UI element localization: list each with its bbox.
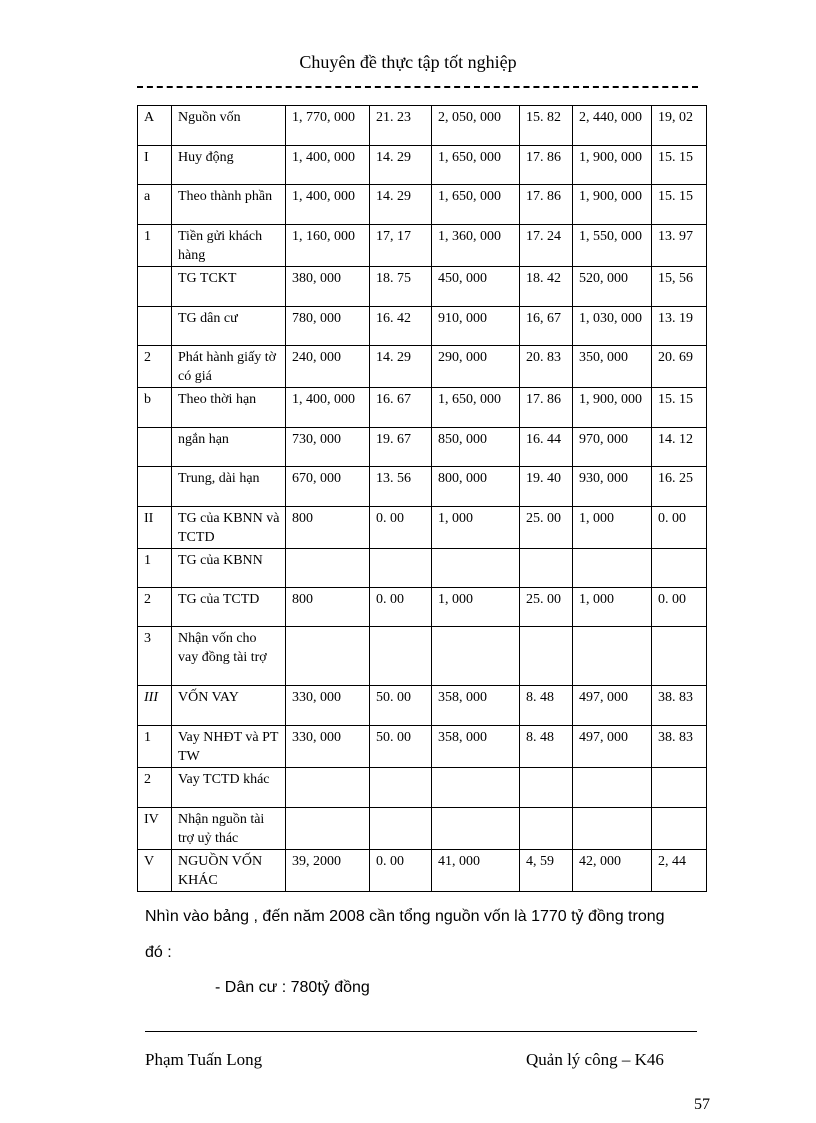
table-cell: 20. 69 <box>652 346 707 388</box>
table-row <box>138 307 707 346</box>
table-cell: 15, 56 <box>652 267 707 307</box>
table-cell: 19, 02 <box>652 106 707 146</box>
table-cell: 16. 67 <box>370 388 432 428</box>
table-cell: 50. 00 <box>370 686 432 726</box>
table-cell: 1, 030, 000 <box>573 307 652 346</box>
table-row <box>138 106 707 146</box>
table-cell: 800 <box>286 588 370 627</box>
table-cell: II <box>138 507 172 549</box>
table-cell: 14. 29 <box>370 146 432 185</box>
table-cell: 16. 42 <box>370 307 432 346</box>
table-cell: 1, 000 <box>432 588 520 627</box>
table-cell: III <box>138 686 172 726</box>
table-cell: 330, 000 <box>286 686 370 726</box>
table-cell: 17. 86 <box>520 388 573 428</box>
table-cell: TG của KBNN và TCTD <box>172 507 286 549</box>
table-cell: 8. 48 <box>520 686 573 726</box>
table-row <box>138 267 707 307</box>
table-cell: 17. 86 <box>520 146 573 185</box>
table-cell: 16. 44 <box>520 428 573 467</box>
table-row <box>138 185 707 225</box>
table-cell: 0. 00 <box>370 507 432 549</box>
table-cell: Tiền gửi khách hàng <box>172 225 286 267</box>
table-cell: 800, 000 <box>432 467 520 507</box>
table-cell: 0. 00 <box>370 850 432 892</box>
page-header-title: Chuyên đề thực tập tốt nghiệp <box>299 52 517 72</box>
table-cell: NGUỒN VỐN KHÁC <box>172 850 286 892</box>
table-cell: 25. 00 <box>520 588 573 627</box>
table-cell: 910, 000 <box>432 307 520 346</box>
table-cell <box>652 627 707 686</box>
table-cell: 1 <box>138 225 172 267</box>
table-row <box>138 808 707 850</box>
table-row <box>138 346 707 388</box>
table-cell: 16, 67 <box>520 307 573 346</box>
table-cell: Vay NHĐT và PT TW <box>172 726 286 768</box>
table-cell: A <box>138 106 172 146</box>
table-cell: 50. 00 <box>370 726 432 768</box>
footer-author: Phạm Tuấn Long <box>145 1050 263 1069</box>
page-number: 57 <box>694 1096 710 1113</box>
table-cell: ngắn hạn <box>172 428 286 467</box>
table-cell <box>138 307 172 346</box>
table-cell <box>573 549 652 588</box>
table-cell: TG của TCTD <box>172 588 286 627</box>
table-cell: 3 <box>138 627 172 686</box>
table-cell: 14. 29 <box>370 185 432 225</box>
table-cell: 290, 000 <box>432 346 520 388</box>
table-cell <box>138 467 172 507</box>
table-cell: 2, 44 <box>652 850 707 892</box>
table-cell: 1, 160, 000 <box>286 225 370 267</box>
table-cell <box>520 768 573 808</box>
table-cell: TG dân cư <box>172 307 286 346</box>
table-cell: V <box>138 850 172 892</box>
table-cell <box>520 627 573 686</box>
body-paragraph-continued: đó : <box>145 944 172 961</box>
table-cell: 0. 00 <box>370 588 432 627</box>
table-cell <box>370 549 432 588</box>
table-cell <box>432 627 520 686</box>
table-cell: IV <box>138 808 172 850</box>
table-cell: a <box>138 185 172 225</box>
table-row <box>138 507 707 549</box>
table-cell <box>286 627 370 686</box>
table-cell: 2 <box>138 346 172 388</box>
table-row <box>138 768 707 808</box>
table-cell: 0. 00 <box>652 507 707 549</box>
table-cell: Huy động <box>172 146 286 185</box>
bullet-item: - Dân cư : 780tỷ đồng <box>215 979 370 996</box>
table-cell: 1, 000 <box>432 507 520 549</box>
table-cell: Phát hành giấy tờ có giá <box>172 346 286 388</box>
table-row <box>138 388 707 428</box>
table-cell: 14. 29 <box>370 346 432 388</box>
footer-divider <box>145 1031 697 1032</box>
table-cell <box>573 627 652 686</box>
table-cell: 1 <box>138 549 172 588</box>
table-cell: 1, 650, 000 <box>432 146 520 185</box>
table-cell: TG của KBNN <box>172 549 286 588</box>
table-cell: Theo thời hạn <box>172 388 286 428</box>
table-cell: 15. 15 <box>652 185 707 225</box>
table-cell: Nguồn vốn <box>172 106 286 146</box>
table-cell: 670, 000 <box>286 467 370 507</box>
table-cell: 730, 000 <box>286 428 370 467</box>
table-cell: 850, 000 <box>432 428 520 467</box>
table-cell <box>520 549 573 588</box>
table-cell <box>370 808 432 850</box>
table-cell: 15. 15 <box>652 388 707 428</box>
body-paragraph: Nhìn vào bảng , đến năm 2008 cần tổng nguồn vốn là 1770 tỷ đồng trong <box>145 908 665 925</box>
table-cell: 497, 000 <box>573 726 652 768</box>
table-cell: 14. 12 <box>652 428 707 467</box>
table-cell: 358, 000 <box>432 726 520 768</box>
table-cell <box>520 808 573 850</box>
table-cell: Trung, dài hạn <box>172 467 286 507</box>
table-cell: 1, 400, 000 <box>286 185 370 225</box>
table-cell: 8. 48 <box>520 726 573 768</box>
table-cell: Nhận vốn cho vay đồng tài trợ <box>172 627 286 686</box>
table-cell: 19. 67 <box>370 428 432 467</box>
table-cell: 1, 900, 000 <box>573 388 652 428</box>
table-cell: 1, 900, 000 <box>573 146 652 185</box>
table-cell: 2, 050, 000 <box>432 106 520 146</box>
table-cell: 17. 86 <box>520 185 573 225</box>
table-cell <box>370 768 432 808</box>
table-cell: 38. 83 <box>652 726 707 768</box>
table-cell: 19. 40 <box>520 467 573 507</box>
table-cell: 25. 00 <box>520 507 573 549</box>
table-cell: b <box>138 388 172 428</box>
table-cell <box>432 808 520 850</box>
table-row <box>138 428 707 467</box>
table-cell: 1, 770, 000 <box>286 106 370 146</box>
table-cell: 1, 550, 000 <box>573 225 652 267</box>
footer-class: Quản lý công – K46 <box>526 1050 664 1069</box>
table-cell: 520, 000 <box>573 267 652 307</box>
table-row <box>138 627 707 686</box>
table-cell <box>432 549 520 588</box>
table-cell: 1, 650, 000 <box>432 388 520 428</box>
table-cell: 2, 440, 000 <box>573 106 652 146</box>
table-cell: 15. 82 <box>520 106 573 146</box>
table-cell: I <box>138 146 172 185</box>
table-cell <box>573 768 652 808</box>
table-cell: 18. 42 <box>520 267 573 307</box>
table-cell: 970, 000 <box>573 428 652 467</box>
table-cell: 1, 900, 000 <box>573 185 652 225</box>
table-cell: 18. 75 <box>370 267 432 307</box>
table-cell: 380, 000 <box>286 267 370 307</box>
table-cell: 4, 59 <box>520 850 573 892</box>
table-cell: 2 <box>138 768 172 808</box>
table-cell <box>370 627 432 686</box>
table-cell: 42, 000 <box>573 850 652 892</box>
table-cell <box>652 808 707 850</box>
table-cell <box>286 808 370 850</box>
table-cell <box>432 768 520 808</box>
table-cell: 1, 400, 000 <box>286 388 370 428</box>
table-cell: 1, 650, 000 <box>432 185 520 225</box>
table-cell: 497, 000 <box>573 686 652 726</box>
table-cell: 1 <box>138 726 172 768</box>
table-row <box>138 146 707 185</box>
table-cell: Nhận nguồn tài trợ uỷ thác <box>172 808 286 850</box>
table-cell: VỐN VAY <box>172 686 286 726</box>
table-cell: 1, 360, 000 <box>432 225 520 267</box>
table-cell: 780, 000 <box>286 307 370 346</box>
table-cell: 16. 25 <box>652 467 707 507</box>
table-row <box>138 225 707 267</box>
table-cell: 39, 2000 <box>286 850 370 892</box>
table-row <box>138 686 707 726</box>
table-cell <box>652 768 707 808</box>
table-cell: 15. 15 <box>652 146 707 185</box>
table-cell: 240, 000 <box>286 346 370 388</box>
table-cell: 2 <box>138 588 172 627</box>
table-cell: 350, 000 <box>573 346 652 388</box>
table-cell: 13. 56 <box>370 467 432 507</box>
table-cell: 330, 000 <box>286 726 370 768</box>
table-cell: 21. 23 <box>370 106 432 146</box>
table-cell: 930, 000 <box>573 467 652 507</box>
table-cell: 17. 24 <box>520 225 573 267</box>
table-row <box>138 467 707 507</box>
table-row <box>138 549 707 588</box>
table-cell: TG TCKT <box>172 267 286 307</box>
table-row <box>138 726 707 768</box>
table-cell: 1, 400, 000 <box>286 146 370 185</box>
table-cell: 13. 97 <box>652 225 707 267</box>
table-cell <box>138 428 172 467</box>
table-row <box>138 850 707 892</box>
header-divider <box>137 86 698 88</box>
table-cell <box>652 549 707 588</box>
table-cell: Theo thành phần <box>172 185 286 225</box>
table-cell <box>286 768 370 808</box>
table-cell: 1, 000 <box>573 507 652 549</box>
table-cell: 1, 000 <box>573 588 652 627</box>
table-cell <box>286 549 370 588</box>
table-cell: 0. 00 <box>652 588 707 627</box>
table-cell: Vay TCTD khác <box>172 768 286 808</box>
table-cell: 41, 000 <box>432 850 520 892</box>
table-cell: 17, 17 <box>370 225 432 267</box>
capital-source-table <box>137 105 707 892</box>
table-cell: 800 <box>286 507 370 549</box>
table-cell: 450, 000 <box>432 267 520 307</box>
table-cell: 358, 000 <box>432 686 520 726</box>
table-row <box>138 588 707 627</box>
table-cell <box>573 808 652 850</box>
table-cell: 38. 83 <box>652 686 707 726</box>
table-cell: 20. 83 <box>520 346 573 388</box>
table-cell: 13. 19 <box>652 307 707 346</box>
table-cell <box>138 267 172 307</box>
